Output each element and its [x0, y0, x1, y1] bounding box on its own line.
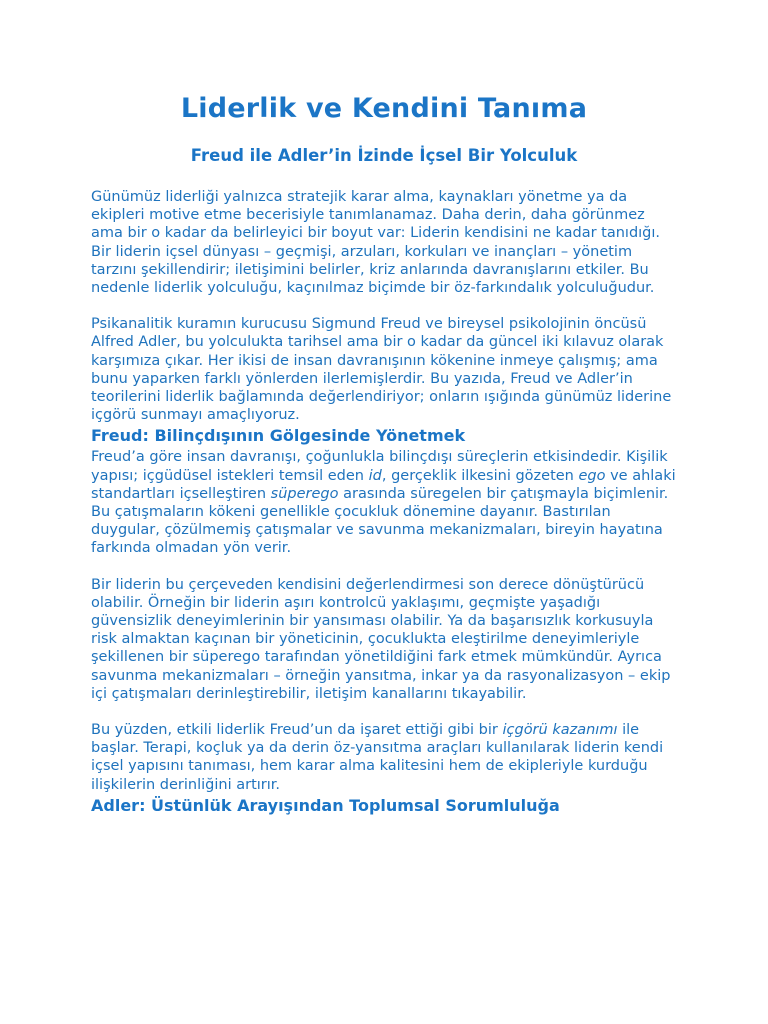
- freud-p1-text-3: ve ahlaki standartları içselleştiren: [91, 467, 676, 502]
- freud-p3-text-2: ile başlar. Terapi, koçluk ya da derin öz-yansıtma araçları kullanılarak liderin kendi içsel yapısını tanıması, hem karar alma kalitesini hem de ekipleriyle kurduğu ilişkilerin derinliğini artırır.: [91, 722, 664, 793]
- freud-p1-text-4: arasında süregelen bir çatışmayla biçimlenir. Bu çatışmaların kökeni genellikle çocukluk dönemine dayanır. Bastırılan duygular, çözülmemiş çatışmalar ve savunma mekanizmaları, bireyin hayatına farkında olmadan yön verir.: [91, 485, 669, 557]
- freud-p3-text-1: Bu yüzden, etkili liderlik Freud’un da işaret ettiği gibi bir: [91, 722, 503, 739]
- intro-paragraph-1: Günümüz liderliği yalnızca stratejik karar alma, kaynakları yönetme ya da ekipleri motive etme becerisiyle tanımlanamaz. Daha derin, daha görünmez ama bir o kadar da belirleyici bir boyut var: Liderin kendisini ne kadar tanıdığı. Bir liderin içsel dünyası – geçmişi, arzuları, korkuları ve inançları – yönetim tarzını şekillendirir; iletişimini belirler, kriz anlarında davranışlarını etkiler. Bu nedenle liderlik yolculuğu, kaçınılmaz biçimde bir öz-farkındalık yolculuğudur.: [91, 189, 661, 297]
- freud-p1-text-1: Freud’a göre insan davranışı, çoğunlukla bilinçdışı süreçlerin etkisindedir. Kişilik yapısı; içgüdüsel istekleri temsil eden: [91, 449, 668, 484]
- freud-p1-term-id: id: [368, 467, 382, 484]
- section-heading-adler: Adler: Üstünlük Arayışından Toplumsal Sorumluluğa: [91, 795, 560, 815]
- freud-paragraph-1: [91, 448, 677, 557]
- page-subtitle: Freud ile Adler’in İzinde İçsel Bir Yolculuk: [190, 146, 578, 165]
- freud-paragraph-2: Bir liderin bu çerçeveden kendisini değerlendirmesi son derece dönüştürücü olabilir. Örneğin bir liderin aşırı kontrolcü yaklaşımı, geçmişte yaşadığı güvensizlik deneyimlerinin bir yansıması olabilir. Ya da başarısızlık korkusuyla risk almaktan kaçınan bir yöneticinin, çocuklukta eleştirilme deneyimleriyle şekillenen bir süperego tarafından yönetildiğini fark etmek mümkündür. Ayrıca savunma mekanizmaları – örneğin yansıtma, inkar ya da rasyonalizasyon – ekip içi çatışmaları derinleştirebilir, iletişim kanallarını tıkayabilir.: [91, 576, 671, 702]
- freud-p1-text-2: , gerçeklik ilkesini gözeten: [381, 467, 579, 484]
- freud-p1-term-superego: süperego: [270, 485, 339, 502]
- freud-p1-term-ego: ego: [578, 467, 606, 484]
- freud-p3-term-insight: içgörü kazanımı: [502, 722, 618, 739]
- freud-paragraph-3: [91, 721, 677, 794]
- section-heading-freud: Freud: Bilinçdışının Gölgesinde Yönetmek: [91, 426, 466, 446]
- page-title: Liderlik ve Kendini Tanıma: [180, 93, 588, 124]
- intro-paragraph-2: Psikanalitik kuramın kurucusu Sigmund Freud ve bireysel psikolojinin öncüsü Alfred Adler, bu yolculukta tarihsel ama bir o kadar da güncel iki kılavuz olarak karşımıza çıkar. Her ikisi de insan davranışının kökenine inmeye çalışmış; ama bunu yaparken farklı yönlerden ilerlemişlerdir. Bu yazıda, Freud ve Adler’in teorilerini liderlik bağlamında değerlendiriyor; onların ışığında günümüz liderine içgörü sunmayı amaçlıyoruz.: [91, 316, 672, 424]
